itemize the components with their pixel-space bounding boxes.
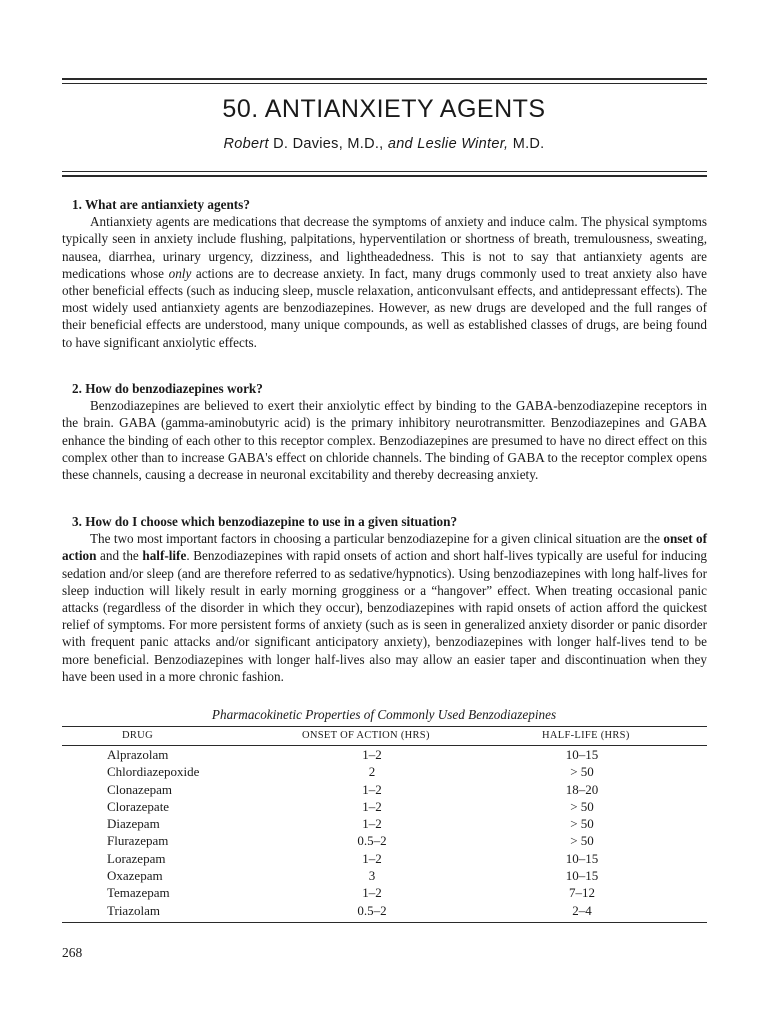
top-rule xyxy=(62,78,707,80)
question-3-heading: 3. How do I choose which benzodiazepine to use in a given situation? xyxy=(72,514,458,529)
author-2-first: Leslie Winter, xyxy=(417,136,509,152)
table-row xyxy=(62,832,707,849)
table-row xyxy=(62,746,707,763)
table-row xyxy=(62,850,707,867)
answer-3-part-b: and the xyxy=(100,548,139,564)
page-number: 268 xyxy=(62,945,83,960)
author-2-rest: M.D. xyxy=(508,136,545,152)
chapter-title: 50. ANTIANXIETY AGENTS xyxy=(222,95,546,123)
onset-value: 1–2 xyxy=(362,781,382,797)
onset-value: 1–2 xyxy=(362,747,382,762)
section-1 xyxy=(62,196,707,351)
half-life-value: 2–4 xyxy=(572,902,592,918)
top-rule-thin xyxy=(62,83,707,84)
drug-name: Diazepam xyxy=(107,816,160,832)
header-bottom-rule xyxy=(62,175,707,177)
answer-1-part-b: actions are to decrease anxiety. In fact, many drugs commonly used to treat anxiety also have other beneficial effects (such as inducing sleep, muscle relaxation, anticonvulsant effects, and antidepressant effects). The most widely used antianxiety agents are benzodiazepines. However, as new drugs are developed and the full ranges of their beneficial effects are understood, many unique compounds, as well as established classes of drugs, are being found to have significant anxiolytic effects. xyxy=(62,265,708,350)
table-row xyxy=(62,798,707,815)
drug-name: Clorazepate xyxy=(107,798,170,814)
section-2 xyxy=(62,380,707,483)
onset-value: 1–2 xyxy=(362,885,382,901)
drug-name: Triazolam xyxy=(107,902,160,918)
onset-value: 1–2 xyxy=(362,816,382,832)
answer-3-paragraph xyxy=(62,530,707,685)
onset-of-action-term: onset of action xyxy=(62,531,707,564)
table-caption: Pharmacokinetic Properties of Commonly Used Benzodiazepines xyxy=(211,707,557,722)
author-1-first: Robert xyxy=(223,136,269,152)
table-row xyxy=(62,867,707,884)
drug-name: Oxazepam xyxy=(107,868,163,884)
answer-1-part-a: Antianxiety agents are medications that decrease the symptoms of anxiety and induce calm. The physical symptoms typically seen in anxiety include flushing, palpitations, hyperventilation or shortness of breath, tremulousness, sweating, nausea, diarrhea, urinary urgency, dizziness, and lightheadedness. This is not to say that antianxiety agents are medications whose xyxy=(62,214,707,281)
drug-name: Clonazepam xyxy=(107,781,172,797)
table-row xyxy=(62,884,707,901)
table-row xyxy=(62,781,707,798)
half-life-value: 10–15 xyxy=(565,868,599,884)
half-life-value: > 50 xyxy=(570,764,594,780)
drug-name: Flurazepam xyxy=(107,833,169,849)
question-1-heading: 1. What are antianxiety agents? xyxy=(72,197,250,212)
drug-name: Chlordiazepoxide xyxy=(107,764,200,780)
table-row xyxy=(62,902,707,919)
table-header-row xyxy=(62,726,707,746)
authors-conjunction: and xyxy=(387,136,418,152)
half-life-value: > 50 xyxy=(570,833,594,849)
table-row xyxy=(62,815,707,832)
answer-3-part-a: The two most important factors in choosing a particular benzodiazepine for a given clinical situation are the xyxy=(90,531,660,547)
question-2-heading: 2. How do benzodiazepines work? xyxy=(72,381,263,396)
half-life-value: 10–15 xyxy=(565,747,599,762)
half-life-value: 18–20 xyxy=(565,781,599,797)
benzodiazepine-table xyxy=(62,726,707,923)
half-life-value: 10–15 xyxy=(565,850,599,866)
drug-name: Alprazolam xyxy=(107,747,169,762)
answer-1-emphasis: only xyxy=(168,265,192,281)
drug-name: Lorazepam xyxy=(107,850,166,866)
answer-2-paragraph: Benzodiazepines are believed to exert their anxiolytic effect by binding to the GABA-benzodiazepine receptors in the brain. GABA (gamma-aminobutyric acid) is the primary inhibitory neurotransmitter. Benzodiazepines and GABA enhance the binding of each other to this receptor complex. Benzodiazepines are presumed to have no direct effect on this complex other than to increase GABA's effect on chloride channels. The binding of GABA to the receptor complex opens these channels, causing a decrease in neuronal excitability and thereby decreasing anxiety. xyxy=(62,398,707,483)
header-bottom-rule-thin xyxy=(62,171,707,172)
onset-value: 1–2 xyxy=(362,850,382,866)
header-half-life: HALF-LIFE (HRS) xyxy=(542,730,630,741)
onset-value: 3 xyxy=(368,868,376,884)
half-life-value: > 50 xyxy=(570,816,594,832)
author-1-rest: D. Davies, M.D., xyxy=(268,136,388,152)
half-life-term: half-life xyxy=(142,548,187,564)
onset-value: 0.5–2 xyxy=(357,833,387,849)
answer-3-part-c: . Benzodiazepines with rapid onsets of action and short half-lives typically are useful for inducing sedation and/or sleep (and are therefore referred to as sedative/hypnotics). Using benzodiazepines with long half-lives for sleep induction will likely result in early morning grogginess or a “hangover” effect. When treating occasional panic attacks (regardless of the disorder in which they occur), benzodiazepines with rapid onsets of action afford the quickest relief of symptoms. For more persistent forms of anxiety (such as is seen in generalized anxiety disorder or panic disorder with frequent panic attacks and/or significant anticipatory anxiety), benzodiazepines with longer half-lives tend to be more beneficial. Benzodiazepines with longer half-lives also may allow an easier taper and discontinuation when they have been used in a more chronic fashion. xyxy=(62,548,708,684)
answer-1-paragraph xyxy=(62,213,707,351)
table-body xyxy=(62,746,707,919)
half-life-value: 7–12 xyxy=(569,885,595,901)
table-bottom-rule xyxy=(62,922,707,923)
authors-line xyxy=(0,136,768,152)
onset-value: 0.5–2 xyxy=(357,902,387,918)
drug-name: Temazepam xyxy=(107,885,170,901)
header-onset: ONSET OF ACTION (HRS) xyxy=(302,730,430,741)
onset-value: 1–2 xyxy=(362,798,382,814)
section-3 xyxy=(62,513,707,685)
header-drug: DRUG xyxy=(122,730,153,741)
onset-value: 2 xyxy=(368,764,376,780)
half-life-value: > 50 xyxy=(570,798,594,814)
table-row xyxy=(62,763,707,780)
